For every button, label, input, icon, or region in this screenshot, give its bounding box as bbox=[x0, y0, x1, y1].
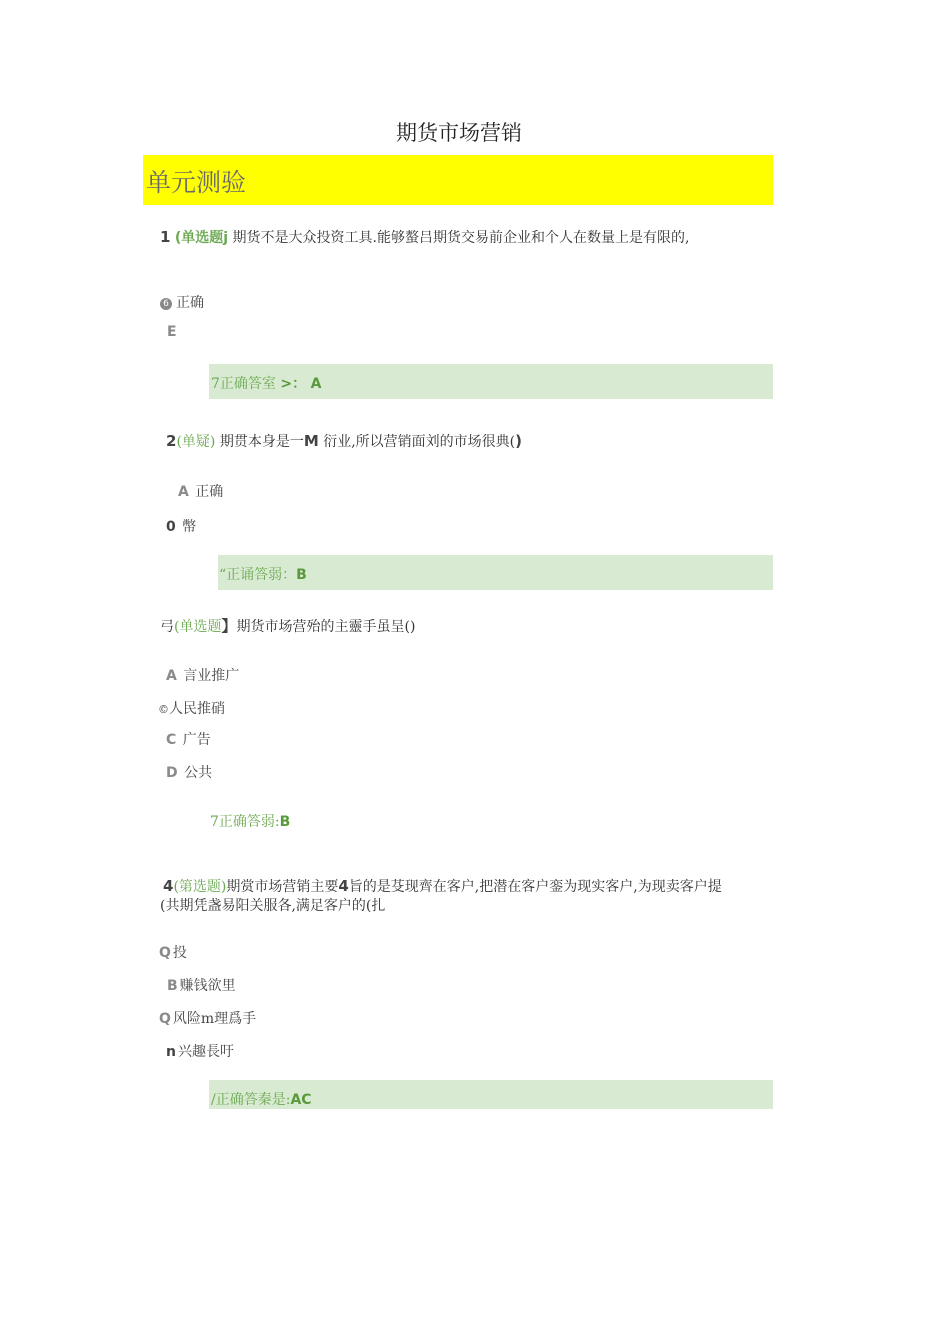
option-letter: n bbox=[166, 1044, 176, 1060]
option-letter: 0 bbox=[166, 519, 176, 535]
question-type-tag: (第选题) bbox=[173, 879, 227, 895]
option-text: 正确 bbox=[195, 484, 224, 500]
q3-correct-answer bbox=[210, 811, 290, 831]
q4-correct-answer bbox=[211, 1089, 312, 1109]
q2-correct-answer bbox=[219, 564, 307, 584]
q2-answer-box bbox=[218, 555, 773, 590]
question-text-part1: 期赏市场营销主要 bbox=[226, 879, 339, 895]
option-text: 兴趣長吁 bbox=[177, 1044, 234, 1060]
answer-value: A bbox=[310, 376, 322, 392]
question-4-line2: (共期凭盏易阳关服各,满足客户的(扎 bbox=[160, 898, 386, 914]
option-text: 言业推广 bbox=[183, 668, 240, 684]
question-4 bbox=[163, 876, 722, 896]
q3-option-c[interactable] bbox=[166, 729, 211, 749]
option-text: 人民推硝 bbox=[169, 701, 225, 717]
selected-mark: © bbox=[158, 703, 169, 716]
answer-separator: >： bbox=[280, 376, 307, 392]
answer-value: B bbox=[279, 814, 291, 830]
q2-option-b[interactable] bbox=[166, 516, 196, 536]
option-letter: C bbox=[166, 732, 177, 748]
question-2 bbox=[166, 431, 522, 451]
q4-option-a[interactable] bbox=[159, 942, 187, 962]
question-type-tag: (单疑) bbox=[176, 434, 216, 450]
option-text: 幣 bbox=[182, 519, 197, 535]
option-letter: D bbox=[166, 765, 178, 781]
answer-label: “正诵答弱： bbox=[219, 567, 297, 583]
q1-answer-box bbox=[209, 364, 773, 399]
question-text-close: ) bbox=[515, 432, 522, 450]
option-text: 正确 bbox=[176, 295, 204, 311]
question-number: 2 bbox=[166, 432, 177, 450]
q2-option-a[interactable] bbox=[178, 481, 223, 501]
question-number: 1 bbox=[160, 228, 171, 246]
q4-option-b[interactable] bbox=[167, 975, 236, 995]
question-text-part2: 旨的是芟现齊在客户,把潜在客户銮为现实客户,为现卖客户提 bbox=[348, 879, 722, 895]
option-text: 广告 bbox=[182, 732, 211, 748]
q4-option-c[interactable] bbox=[159, 1008, 256, 1028]
question-number: 4 bbox=[163, 877, 174, 895]
q4-answer-box bbox=[209, 1080, 773, 1109]
question-text-part2: 衍业,所以营销面刘的市场很典( bbox=[323, 434, 516, 450]
answer-label: /正确答秦是: bbox=[211, 1092, 291, 1108]
question-type-tag: (单选题j bbox=[174, 230, 229, 246]
option-letter: E bbox=[167, 324, 177, 340]
option-text: 风险m理爲手 bbox=[172, 1011, 257, 1027]
question-3 bbox=[160, 615, 415, 636]
q1-option-a[interactable] bbox=[160, 292, 204, 312]
option-letter: A bbox=[178, 484, 189, 500]
selected-radio-icon: 6 bbox=[160, 298, 172, 310]
option-letter: Q bbox=[159, 1011, 171, 1027]
question-1 bbox=[160, 227, 689, 247]
answer-value: AC bbox=[290, 1092, 312, 1108]
q3-option-b[interactable] bbox=[158, 698, 225, 718]
option-letter: Q bbox=[159, 945, 171, 961]
q3-option-a[interactable] bbox=[166, 665, 239, 685]
answer-value: B bbox=[296, 567, 307, 583]
question-type-tag: (单选题 bbox=[174, 619, 222, 635]
option-text: 投 bbox=[172, 945, 187, 961]
option-text: 赚钱欲里 bbox=[179, 978, 236, 994]
answer-label: 7正确答室 bbox=[211, 376, 276, 392]
answer-label: 7正确答弱: bbox=[210, 814, 280, 830]
option-text: 公共 bbox=[184, 765, 213, 781]
option-letter: B bbox=[167, 978, 178, 994]
section-heading: 单元测验 bbox=[146, 168, 247, 197]
question-number: 弓 bbox=[160, 619, 174, 635]
question-text-part1: 期贯本身是一 bbox=[219, 434, 304, 450]
q1-option-b[interactable] bbox=[167, 324, 179, 340]
q4-option-d[interactable] bbox=[166, 1041, 234, 1061]
section-banner bbox=[143, 155, 773, 205]
question-text: 期货市场营殆的主靈手虽呈() bbox=[236, 619, 416, 635]
q3-option-d[interactable] bbox=[166, 762, 212, 782]
question-text: 期货不是大众投资工具.能够螯吕期货交易前企业和个人在数量上是有限的, bbox=[232, 230, 690, 246]
question-text-m: M bbox=[303, 432, 319, 450]
option-letter: A bbox=[166, 668, 177, 684]
document-title: 期货市场营销 bbox=[396, 121, 522, 145]
question-type-tag-close: 】 bbox=[221, 617, 237, 635]
q1-correct-answer bbox=[211, 373, 321, 393]
question-text-4: 4 bbox=[338, 877, 349, 895]
